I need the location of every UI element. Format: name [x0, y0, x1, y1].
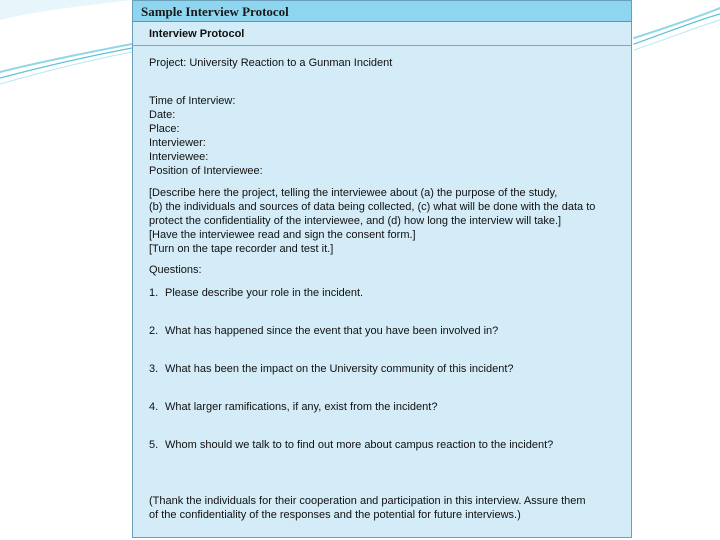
question-item — [149, 400, 625, 414]
question-text: Please describe your role in the incident. — [165, 287, 364, 299]
instruction-line: [Have the interviewee read and sign the consent form.] — [149, 229, 416, 241]
question-number: 3. — [149, 363, 159, 375]
questions-label: Questions: — [149, 264, 202, 276]
interview-fields — [149, 94, 625, 178]
instruction-line: (b) the individuals and sources of data being collected, (c) what will be done with the data to — [149, 201, 596, 213]
protocol-body — [133, 56, 631, 522]
question-item — [149, 286, 625, 300]
question-text: What has been the impact on the University community of this incident? — [165, 363, 514, 375]
question-number: 2. — [149, 325, 159, 337]
question-text: What has happened since the event that you have been involved in? — [165, 325, 499, 337]
instruction-line: [Describe here the project, telling the interviewee about (a) the purpose of the study, — [149, 187, 558, 199]
closing-note — [149, 494, 625, 522]
field-interviewee: Interviewee: — [149, 151, 209, 163]
field-time: Time of Interview: — [149, 95, 236, 107]
interview-protocol-panel — [132, 0, 632, 538]
question-item — [149, 362, 625, 376]
question-text: What larger ramifications, if any, exist from the incident? — [165, 401, 438, 413]
field-date: Date: — [149, 109, 176, 121]
question-text: Whom should we talk to to find out more about campus reaction to the incident? — [165, 439, 554, 451]
instructions-block — [149, 186, 625, 256]
instruction-line: [Turn on the tape recorder and test it.] — [149, 243, 334, 255]
instruction-line: protect the confidentiality of the interviewee, and (d) how long the interview will take.] — [149, 215, 562, 227]
field-interviewer: Interviewer: — [149, 137, 206, 149]
question-number: 1. — [149, 287, 159, 299]
section-heading: Interview Protocol — [133, 22, 631, 46]
project-line: Project: University Reaction to a Gunman Incident — [149, 57, 393, 69]
panel-title: Sample Interview Protocol — [133, 1, 631, 22]
field-position: Position of Interviewee: — [149, 165, 263, 177]
closing-line: (Thank the individuals for their cooperation and participation in this interview. Assure them — [149, 495, 586, 507]
field-place: Place: — [149, 123, 180, 135]
closing-line: of the confidentiality of the responses and the potential for future interviews.) — [149, 509, 521, 521]
question-item — [149, 438, 625, 452]
question-number: 5. — [149, 439, 159, 451]
question-item — [149, 324, 625, 338]
question-number: 4. — [149, 401, 159, 413]
